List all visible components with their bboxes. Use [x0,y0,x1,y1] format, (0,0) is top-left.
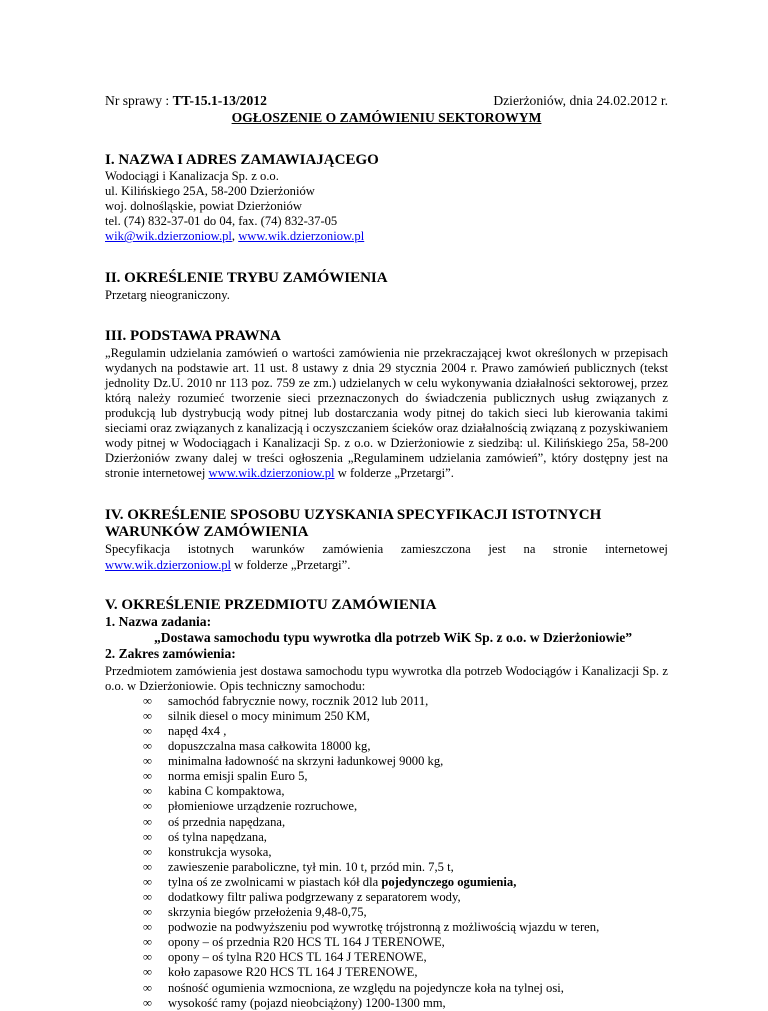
bullet-icon: ∞ [143,769,152,784]
spec-item-text: minimalna ładowność na skrzyni ładunkowej 9000 kg, [168,754,444,769]
spec-list-item [105,981,668,996]
spec-list-item [105,920,668,935]
spec-item-text: opony – oś tylna R20 HCS TL 164 J TERENOWE, [168,950,427,965]
spec-item-text: napęd 4x4 , [168,723,227,738]
email-link[interactable]: wik@wik.dzierzoniow.pl [105,229,232,244]
bullet-icon: ∞ [143,693,152,708]
bullet-icon: ∞ [143,814,152,829]
section-1-heading: I. NAZWA I ADRES ZAMAWIAJĄCEGO [105,152,379,168]
spec-list-item [105,875,668,890]
bullet-icon: ∞ [143,995,152,1010]
bullet-icon: ∞ [143,739,152,754]
spec-list-item [105,754,668,769]
website-link[interactable]: www.wik.dzierzoniow.pl [208,466,335,481]
spec-list-item [105,845,668,860]
bullet-icon: ∞ [143,935,152,950]
section-3-heading: III. PODSTAWA PRAWNA [105,327,282,344]
section-5-heading: V. OKREŚLENIE PRZEDMIOTU ZAMÓWIENIA [105,596,437,613]
bullet-icon: ∞ [143,859,152,874]
spec-list-item [105,815,668,830]
bullet-icon: ∞ [143,965,152,980]
spec-list-item [105,784,668,799]
website-link[interactable]: www.wik.dzierzoniow.pl [105,557,232,572]
bullet-icon: ∞ [143,799,152,814]
task-name-label: 1. Nazwa zadania: [105,613,212,629]
bullet-icon: ∞ [143,980,152,995]
spec-item-text: tylna oś ze zwolnicami w piastach kół dla [168,874,382,889]
spec-list-item [105,996,668,1011]
spec-item-text: koło zapasowe R20 HCS TL 164 J TERENOWE, [168,965,418,980]
spec-list-item [105,739,668,754]
scope-label: 2. Zakres zamówienia: [105,645,236,661]
spec-list-item [105,799,668,814]
spec-list-item [105,890,668,905]
section-4-heading: IV. OKREŚLENIE SPOSOBU UZYSKANIA SPECYFIKACJI ISTOTNYCH WARUNKÓW ZAMÓWIENIA [105,507,602,541]
bullet-icon: ∞ [143,754,152,769]
spec-item-text: opony – oś przednia R20 HCS TL 164 J TERENOWE, [168,935,445,950]
task-name: „Dostawa samochodu typu wywrotka dla potrzeb WiK Sp. z o.o. w Dzierżoniowie” [154,629,633,645]
spec-list-item [105,950,668,965]
spec-list-item [105,724,668,739]
website-link[interactable]: www.wik.dzierzoniow.pl [238,229,365,244]
spec-item-text: oś tylna napędzana, [168,829,267,844]
bullet-icon: ∞ [143,708,152,723]
spec-list-item [105,965,668,980]
spec-item-text: konstrukcja wysoka, [168,844,272,859]
legal-basis-text: „Regulamin udzielania zamówień o wartości zamówienia nie przekraczającej kwot określonych w przepisach wydanych na podstawie art. 11 ust. 8 ustawy z dnia 29 stycznia 2004 r. Prawo zamówień publicznych (tekst jednolity Dz.U. 2010 nr 113 poz. 759 ze zm.) udzielanych w celu wykonywania działalności sektorowej, przez którą należy rozumieć tworzenie sieci przeznaczonych do świadczenia publicznych usług związanych z produkcją lub dystrybucją wody pitnej lub dostarczania wody pitnej do takich sieci lub kierowania takimi sieciami oraz związanych z kanalizacją i oczyszczaniem ścieków oraz działalnością związaną z pozyskiwaniem wody pitnej w Wodociągach i Kanalizacji Sp. z o.o. w Dzierżoniowie z siedzibą: ul. Kilińskiego 25a, 58-200 Dzierżoniów zwany dalej w treści ogłoszenia „Regulaminem udzielania zamówień”, który dostępny jest na stronie internetowej www.wik.dzierzoniow.pl w folderze „Przetargi”. [105,345,668,481]
spec-list-item [105,905,668,920]
spec-item-text: podwozie na podwyższeniu pod wywrotkę trójstronną z możliwością wjazdu w teren, [168,920,600,935]
spec-item-text: dopuszczalna masa całkowita 18000 kg, [168,739,371,754]
spec-list-item [105,694,668,709]
spec-list-item [105,709,668,724]
spec-item-text: wysokość ramy (pojazd nieobciążony) 1200-1300 mm, [168,995,446,1010]
spec-item-text: silnik diesel o mocy minimum 250 KM, [168,708,370,723]
spec-item-text: nośność ogumienia wzmocniona, ze względu na pojedyncze koła na tylnej osi, [168,980,564,995]
spec-item-text: zawieszenie paraboliczne, tył min. 10 t, przód min. 7,5 t, [168,859,454,874]
bullet-icon: ∞ [143,920,152,935]
bullet-icon: ∞ [143,723,152,738]
spec-item-text: płomieniowe urządzenie rozruchowe, [168,799,358,814]
section-2-heading: II. OKREŚLENIE TRYBU ZAMÓWIENIA [105,270,388,287]
scope-intro: Przedmiotem zamówienia jest dostawa samochodu typu wywrotka dla potrzeb Wodociągów i Kanalizacji Sp. z o.o. w Dzierżoniowie. Opis techniczny samochodu: [105,663,668,693]
procedure-text: Przetarg nieograniczony. [105,288,230,303]
spec-list-item [105,830,668,845]
case-number: Nr sprawy : TT-15.1-13/2012 [105,93,267,108]
spec-item-text: skrzynia biegów przełożenia 9,48-0,75, [168,905,367,920]
bullet-icon: ∞ [143,829,152,844]
spec-item-text: kabina C kompaktowa, [168,784,285,799]
bullet-icon: ∞ [143,784,152,799]
document-title: OGŁOSZENIE O ZAMÓWIENIU SEKTOROWYM [231,110,542,125]
spec-text-line: Specyfikacja istotnych warunków zamówienia zamieszczona jest na stronie internetowej [105,542,668,557]
contractor-address: Wodociągi i Kanalizacja Sp. z o.o. ul. Kilińskiego 25A, 58-200 Dzierżoniów woj. dolnośląskie, powiat Dzierżoniów tel. (74) 832-37-01 do 04, fax. (74) 832-37-05 wik@wik.dzierzoniow.pl, www.wik.dzierzoniow.pl [105,169,365,244]
document-page: Nr sprawy : TT-15.1-13/2012 Dzierżoniów, dnia 24.02.2012 r. OGŁOSZENIE O ZAMÓWIENIU SEKTOROWYM I. NAZWA I ADRES ZAMAWIAJĄCEGO Wodociągi i Kanalizacja Sp. z o.o. ul. Kilińskiego 25A, 58-200 Dzierżoniów woj. dolnośląskie, powiat Dzierżoniów tel. (74) 832-37-01 do 04, fax. (74) 832-37-05 wik@wik.dzierzoniow.pl, www.wik.dzierzoniow.pl II. OKREŚLENIE TRYBU ZAMÓWIENIA Przetarg nieograniczony. III. PODSTAWA PRAWNA „Regulamin udzielania zamówień o wartości zamówienia nie przekraczającej kwot określonych w przepisach wydanych na podstawie art. 11 ust. 8 ustawy z dnia 29 stycznia 2004 r. Prawo zamówień publicznych (tekst jednolity Dz.U. 2010 nr 113 poz. 759 ze zm.) udzielanych w celu wykonywania działalności sektorowej, przez którą należy rozumieć tworzenie sieci przeznaczonych do świadczenia publicznych usług związanych z produkcją lub dystrybucją wody pitnej lub dostarczania wody pitnej do takich sieci lub kierowania takimi sieciami oraz związanych z kanalizacją i oczyszczaniem ścieków oraz działalnością związaną z pozyskiwaniem wody pitnej w Wodociągach i Kanalizacji Sp. z o.o. w Dzierżoniowie z siedzibą: ul. Kilińskiego 25a, 58-200 Dzierżoniów zwany dalej w treści ogłoszenia „Regulaminem udzielania zamówień”, który dostępny jest na stronie internetowej www.wik.dzierzoniow.pl w folderze „Przetargi”. IV. OKREŚLENIE SPOSOBU UZYSKANIA SPECYFIKACJI ISTOTNYCH WARUNKÓW ZAMÓWIENIA Specyfikacja istotnych warunków zamówienia zamieszczona jest na stronie internetowej www.wik.dzierzoniow.pl w folderze „Przetargi”. V. OKREŚLENIE PRZEDMIOTU ZAMÓWIENIA 1. Nazwa zadania: „Dostawa samochodu typu wywrotka dla potrzeb WiK Sp. z o.o. w Dzierżoniowie” 2. Zakres zamówienia: Przedmiotem zamówienia jest dostawa samochodu typu wywrotka dla potrzeb Wodociągów i Kanalizacji Sp. z o.o. w Dzierżoniowie. Opis techniczny samochodu: ∞ samochód fabrycznie nowy, rocznik 2012 lub 2011, ∞ silnik diesel o mocy minimum 250 KM, ∞ napęd 4x4 , ∞ dopuszczalna masa całkowita 18000 kg, ∞ minimalna ładowność na skrzyni ładunkowej 9000 kg, ∞ norma emisji spalin Euro 5, ∞ kabina C kompaktowa, ∞ płomieniowe urządzenie rozruchowe, ∞ oś przednia napędzana, ∞ oś tylna napędzana, ∞ konstrukcja wysoka, ∞ zawieszenie paraboliczne, tył min. 10 t, przód min. 7,5 t, ∞ tylna oś ze zwolnicami w piastach kół dla pojedynczego ogumienia, ∞ dodatkowy filtr paliwa podgrzewany z separatorem wody, ∞ skrzynia biegów przełożenia 9,48-0,75, ∞ podwozie na podwyższeniu pod wywrotkę trójstronną z możliwością wjazdu w teren, ∞ opony – oś przednia R20 HCS TL 164 J TERENOWE, ∞ opony – oś tylna R20 HCS TL 164 J TERENOWE, ∞ koło zapasowe R20 HCS TL 164 J TERENOWE, ∞ nośność ogumienia wzmocniona, ze względu na pojedyncze koła na tylnej osi, ∞ wysokość ramy (pojazd nieobciążony) 1200-1300 mm, [105,93,668,1010]
bullet-icon: ∞ [143,905,152,920]
spec-list-item [105,935,668,950]
bullet-icon: ∞ [143,890,152,904]
technical-spec-list [105,694,668,1011]
spec-item-text: oś przednia napędzana, [168,814,286,829]
place-date: Dzierżoniów, dnia 24.02.2012 r. [493,93,668,108]
spec-item-text: norma emisji spalin Euro 5, [168,769,308,784]
spec-item-text: samochód fabrycznie nowy, rocznik 2012 lub 2011, [168,693,429,708]
spec-item-text: dodatkowy filtr paliwa podgrzewany z separatorem wody, [168,890,461,904]
spec-list-item [105,769,668,784]
spec-list-item [105,860,668,875]
bullet-icon: ∞ [143,874,152,889]
bullet-icon: ∞ [143,844,152,859]
header-row [105,92,668,109]
bullet-icon: ∞ [143,950,152,965]
spec-item-emphasis: pojedynczego ogumienia, [381,874,517,889]
